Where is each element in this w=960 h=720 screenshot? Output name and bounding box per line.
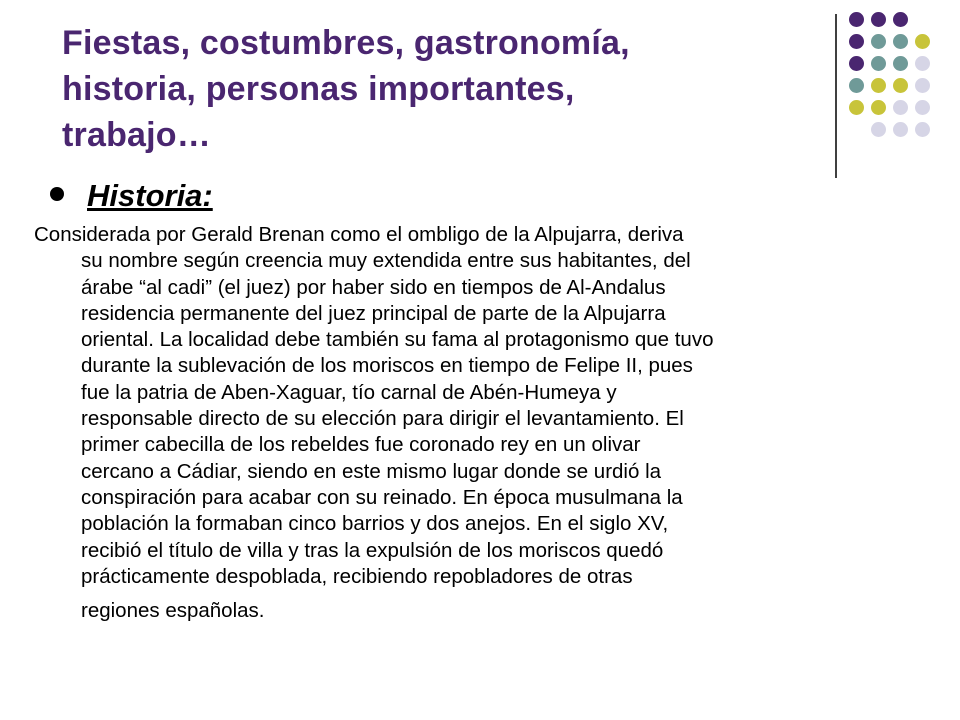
decorative-dot bbox=[915, 56, 930, 71]
decorative-dot bbox=[915, 78, 930, 93]
decorative-dot bbox=[893, 34, 908, 49]
decorative-dot bbox=[849, 78, 864, 93]
decorative-dot bbox=[849, 34, 864, 49]
decorative-dot bbox=[893, 78, 908, 93]
body-line: durante la sublevación de los moriscos en tiempo de Felipe II, pues bbox=[81, 354, 693, 378]
body-line: regiones españolas. bbox=[81, 599, 265, 623]
body-paragraph bbox=[34, 222, 914, 624]
body-line: población la formaban cinco barrios y dos anejos. En el siglo XV, bbox=[81, 512, 669, 536]
decorative-dot bbox=[849, 100, 864, 115]
decorative-dot bbox=[871, 56, 886, 71]
body-line: conspiración para acabar con su reinado. En época musulmana la bbox=[81, 485, 683, 509]
body-line: responsable directo de su elección para dirigir el levantamiento. El bbox=[81, 407, 684, 431]
decorative-dot bbox=[871, 100, 886, 115]
body-line: árabe “al cadi” (el juez) por haber sido en tiempos de Al-Andalus bbox=[81, 275, 666, 299]
bullet-dot-icon bbox=[50, 187, 64, 201]
decorative-dot bbox=[849, 56, 864, 71]
decorative-dot bbox=[893, 12, 908, 27]
decorative-dot bbox=[871, 34, 886, 49]
body-line: primer cabecilla de los rebeldes fue coronado rey en un olivar bbox=[81, 433, 641, 457]
decorative-dot-grid bbox=[849, 12, 949, 162]
decorative-dot bbox=[893, 56, 908, 71]
body-line: cercano a Cádiar, siendo en este mismo lugar donde se urdió la bbox=[81, 459, 662, 483]
decorative-dot bbox=[871, 78, 886, 93]
slide-title-line: historia, personas importantes, bbox=[62, 70, 575, 108]
body-line: su nombre según creencia muy extendida entre sus habitantes, del bbox=[81, 249, 691, 273]
body-line: residencia permanente del juez principal de parte de la Alpujarra bbox=[81, 301, 666, 325]
slide-title-line: Fiestas, costumbres, gastronomía, bbox=[62, 24, 630, 62]
decorative-dot bbox=[893, 100, 908, 115]
body-line: recibió el título de villa y tras la expulsión de los moriscos quedó bbox=[81, 538, 664, 562]
decorative-dot bbox=[915, 100, 930, 115]
body-line: fue la patria de Aben-Xaguar, tío carnal de Abén-Humeya y bbox=[81, 380, 617, 404]
decorative-divider-line bbox=[835, 14, 837, 178]
section-heading: Historia: bbox=[87, 178, 213, 213]
decorative-dot bbox=[849, 12, 864, 27]
decorative-dot bbox=[915, 34, 930, 49]
body-line: prácticamente despoblada, recibiendo repobladores de otras bbox=[81, 564, 633, 588]
decorative-dot bbox=[915, 122, 930, 137]
slide-title bbox=[62, 20, 762, 158]
body-line: Considerada por Gerald Brenan como el ombligo de la Alpujarra, deriva bbox=[34, 223, 684, 246]
decorative-dot bbox=[893, 122, 908, 137]
decorative-dot bbox=[871, 12, 886, 27]
slide-title-line: trabajo… bbox=[62, 116, 211, 154]
body-line: oriental. La localidad debe también su fama al protagonismo que tuvo bbox=[81, 328, 714, 352]
decorative-dot bbox=[871, 122, 886, 137]
